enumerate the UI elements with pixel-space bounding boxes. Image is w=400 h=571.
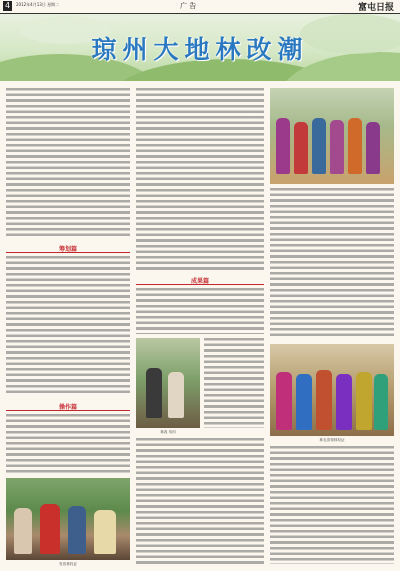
page-header [0, 0, 400, 14]
headline: 琼州大地林改潮 [91, 35, 309, 64]
divider [6, 410, 130, 411]
article-text-block [270, 446, 394, 564]
photo-receiving-certificates [270, 344, 394, 436]
subhead-operation: 操作篇 [58, 404, 77, 411]
article-text-block [136, 288, 264, 334]
photo-issuing-certificates [6, 478, 130, 560]
page-number: 4 [4, 1, 11, 10]
photo-caption: 林农喜领林权证 [319, 438, 345, 442]
subhead-planning: 筹划篇 [58, 246, 77, 253]
section-title: 广 告 [180, 2, 197, 10]
photo-forest-farmers [270, 88, 394, 184]
issue-date: 2012年4月13日 星期二 [16, 2, 60, 7]
subhead-results: 成果篇 [190, 278, 209, 285]
photo-caption: 发放林权证 [59, 562, 77, 566]
divider [136, 284, 264, 285]
article-text-block [270, 188, 394, 338]
article-text-block [6, 256, 130, 396]
photo-caption: 林改 培训 [160, 430, 176, 434]
divider [6, 252, 130, 253]
article-text-block [136, 438, 264, 564]
photo-training [136, 338, 200, 428]
article-text-block [6, 414, 130, 474]
newspaper-logo: 富屯日报 [357, 3, 394, 13]
article-text-block [6, 88, 130, 236]
article-text-block [136, 88, 264, 270]
article-text-block [204, 338, 264, 428]
